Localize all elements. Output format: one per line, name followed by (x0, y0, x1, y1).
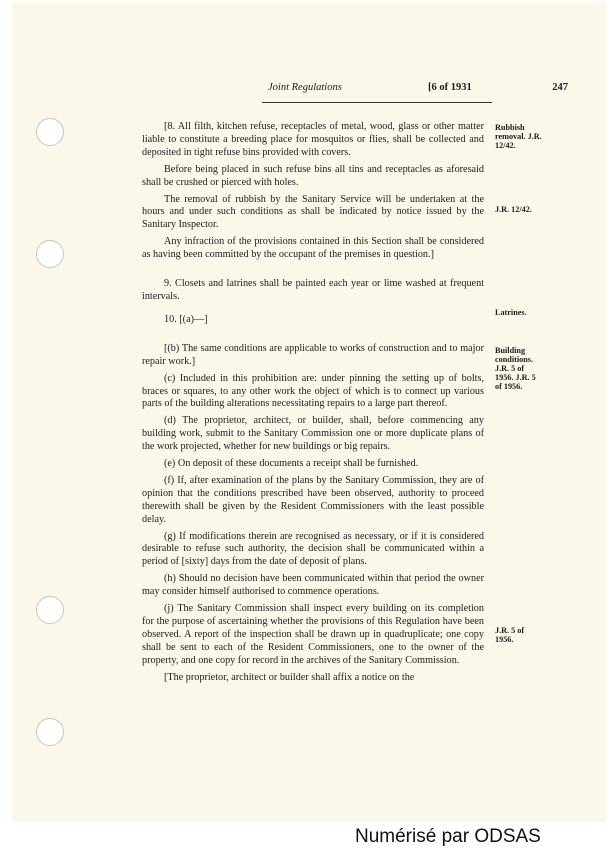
header-rule (262, 102, 492, 103)
margin-note: J.R. 12/42. (495, 205, 532, 214)
paragraph: (e) On deposit of these documents a receipt shall be furnished. (164, 458, 419, 470)
paragraph-10: 10. [(a)—] (164, 313, 208, 325)
paragraph: (h) Should no decision have been communicated within that period the owner may consider himself authorised to commence operations. (142, 573, 484, 598)
paragraph: (j) The Sanitary Commission shall inspect every building on its completion for the purpose of ascertaining whether the provisions of this Regulation have been observed. A report of the inspection shall be drawn up in quadruplicate; one copy shall be sent to each of the Resident Commissioners, one to the owner of the property, and one copy for record in the archives of the Sanitary Commission. (142, 603, 484, 666)
paragraph: (f) If, after examination of the plans by the Sanitary Commission, they are of opinion that the conditions prescribed have been observed, authority to proceed therewith shall be given by the Resident Commissioners with the least possible delay. (142, 474, 484, 525)
margin-note: Building conditions. J.R. 5 of 1956. J.R. 5 of 1956. (495, 346, 536, 391)
paragraph: [(b) The same conditions are applicable to works of construction and to major repair work.] (142, 342, 484, 367)
binder-hole-2 (36, 240, 64, 268)
margin-note: J.R. 5 of 1956. (495, 626, 525, 644)
margin-note: Rubbish removal. J.R. 12/42. (495, 123, 542, 150)
digitization-watermark: Numérisé par ODSAS (355, 826, 541, 847)
paragraph: (c) Included in this prohibition are: under pinning the setting up of bolts, braces or squares, to any other work the object of which is to connect up various parts of the building alterations necessitating repairs to a large part thereof. (142, 372, 484, 410)
paragraph: (g) If modifications therein are recognised as necessary, or if it is considered desirable to refuse such authority, the decision shall be communicated within a period of [sixty] days from the date of deposit of plans. (142, 530, 484, 568)
header-act: [6 of 1931 (428, 82, 472, 93)
paragraph-8: [8. All filth, kitchen refuse, receptacles of metal, wood, glass or other matter liable to constitute a breeding place for mosquitos or flies, shall be collected and deposited in tight refuse bins provided with covers. (142, 121, 484, 158)
paragraph: (d) The proprietor, architect, or builder, shall, before commencing any building work, submit to the Sanitary Commission one or more duplicate plans of the work projected, whether for new buildings or big repairs. (142, 415, 484, 453)
binder-hole-3 (36, 596, 64, 624)
margin-note: Latrines. (495, 308, 527, 317)
page-number: 247 (552, 82, 568, 93)
paragraph: Any infraction of the provisions contained in this Section shall be considered as having been committed by the occupant of the premises in question.] (142, 236, 484, 261)
paragraph: [The proprietor, architect or builder shall affix a notice on the (164, 671, 415, 683)
header-title: Joint Regulations (268, 82, 342, 93)
regulation-text (142, 121, 484, 689)
binder-hole-4 (36, 718, 64, 746)
paragraph: The removal of rubbish by the Sanitary Service will be undertaken at the hours and under such conditions as shall be indicated by notice issued by the Sanitary Inspector. (142, 193, 484, 231)
running-header (262, 82, 574, 96)
paragraph-9: 9. Closets and latrines shall be painted each year or lime washed at frequent intervals. (142, 278, 484, 302)
paragraph: Before being placed in such refuse bins all tins and receptacles as aforesaid shall be crushed or pierced with holes. (142, 163, 484, 188)
binder-hole-1 (36, 118, 64, 146)
